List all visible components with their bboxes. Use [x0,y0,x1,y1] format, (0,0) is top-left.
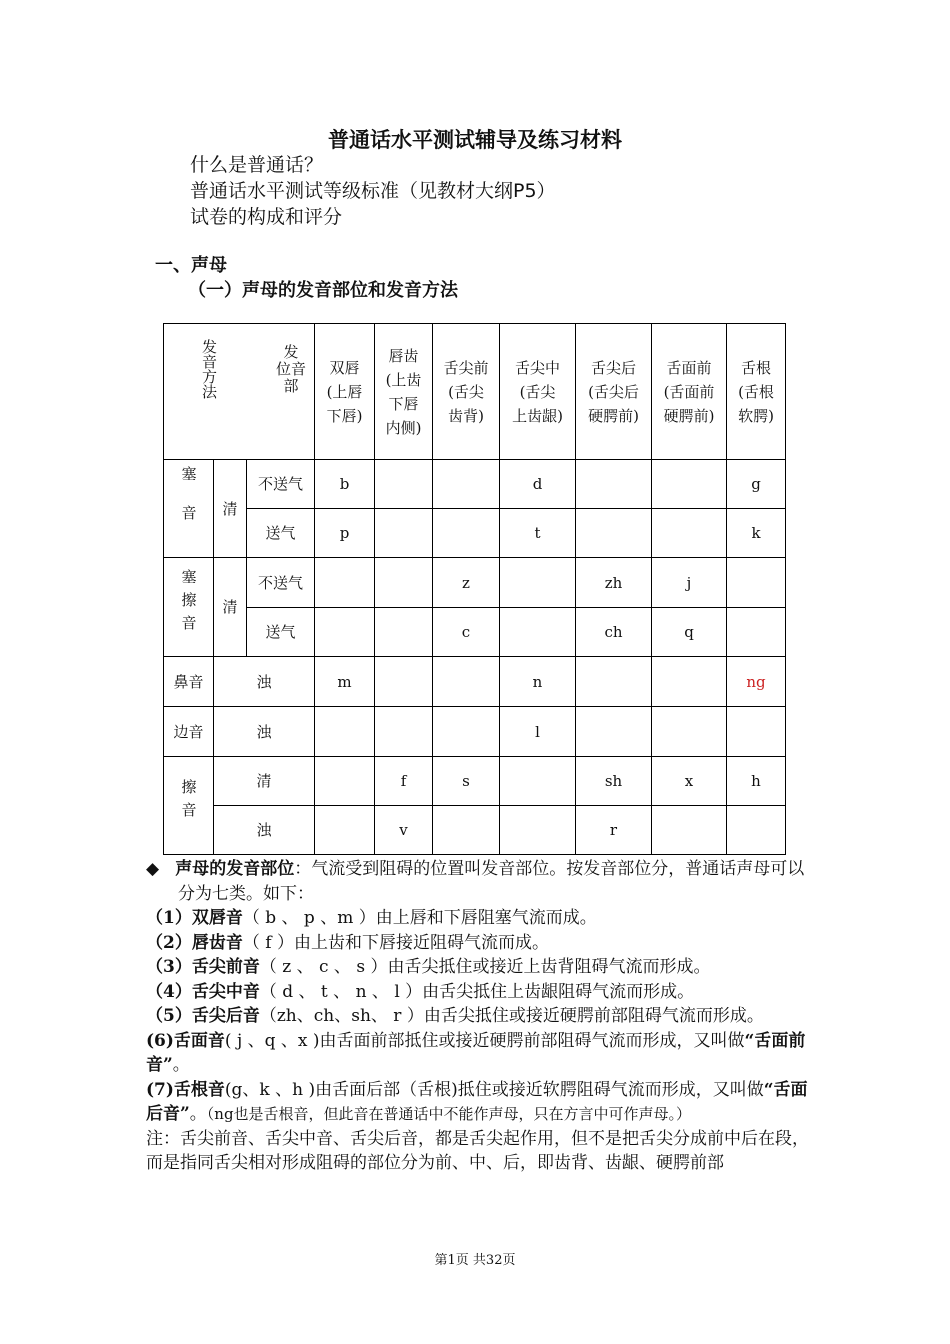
initial-cell [576,509,652,558]
table-row [164,806,786,855]
initial-cell [576,707,652,757]
table-row [164,657,786,707]
initial-cell: r [576,806,652,855]
initial-cell: k [727,509,786,558]
initial-cell: h [727,757,786,806]
initial-cell [500,608,576,657]
initial-cell [375,509,433,558]
table-row [164,460,786,509]
initial-cell: q [652,608,727,657]
initial-cell [727,608,786,657]
initial-cell: l [500,707,576,757]
initial-cell [433,509,500,558]
manner-lateral: 边音 [164,707,214,757]
initial-cell [500,806,576,855]
initial-cell [727,558,786,608]
subsection-heading: （一）声母的发音部位和发音方法 [188,280,458,301]
initial-cell: t [500,509,576,558]
initial-cell: zh [576,558,652,608]
initial-cell [315,707,375,757]
initial-cell [652,806,727,855]
initial-cell: j [652,558,727,608]
note-paragraph: 注：舌尖前音、舌尖中音、舌尖后音，都是舌尖起作用，但不是把舌尖分成前中后在段，而是指同舌尖相对形成阻碍的部位分为前、中、后，即齿背、齿龈、硬腭前部 [146,1128,809,1173]
initial-cell: f [375,757,433,806]
corner-method-label: 发音方法 [200,339,218,399]
voicing-cell: 浊 [214,657,315,707]
initial-cell: m [315,657,375,707]
initial-cell [500,558,576,608]
table-row [164,509,786,558]
initial-cell: z [433,558,500,608]
place-header-velar: 舌根 (舌根 软腭) [727,324,786,460]
manner-fricative: 擦音 [164,757,214,855]
initial-cell [315,806,375,855]
initial-cell: ch [576,608,652,657]
page-footer: 第1页 共32页 [434,1253,516,1268]
initial-cell [652,509,727,558]
intro-line-3: 试卷的构成和评分 [190,206,343,228]
place-header-labiodental: 唇齿 (上齿 下唇 内侧) [375,324,433,460]
initial-cell [576,657,652,707]
section-heading: 一、声母 [155,255,227,276]
initial-cell-ng: ng [727,657,786,707]
corner-place-line: 位音 [275,360,306,378]
intro-line-2: 普通话水平测试等级标准（见教材大纲P5） [190,180,556,202]
initial-cell [433,657,500,707]
initial-cell [375,608,433,657]
bullet-icon: ◆ [146,859,160,879]
page-title: 普通话水平测试辅导及练习材料 [328,128,622,152]
initial-cell: sh [576,757,652,806]
initial-cell: g [727,460,786,509]
corner-place-label [276,344,306,395]
manner-nasal: 鼻音 [164,657,214,707]
aspiration-cell: 送气 [247,608,315,657]
place-header-palatal: 舌面前 (舌面前 硬腭前) [652,324,727,460]
initial-cell [375,558,433,608]
place-header-bilabial: 双唇 (上唇 下唇) [315,324,375,460]
initial-cell [727,806,786,855]
manner-affricate: 塞擦音 [164,558,214,657]
initial-cell: s [433,757,500,806]
list-item: （2）唇齿音（ f ）由上齿和下唇接近阻碍气流而成。 [146,932,549,953]
place-header-retroflex: 舌尖后 (舌尖后 硬腭前) [576,324,652,460]
aspiration-cell: 送气 [247,509,315,558]
initial-cell [315,608,375,657]
table-row [164,558,786,608]
initial-cell: x [652,757,727,806]
manner-stop: 塞音 [164,460,214,558]
paragraph [146,857,810,906]
initial-cell [652,707,727,757]
voicing-cell: 浊 [214,707,315,757]
aspiration-cell: 不送气 [247,558,315,608]
place-header-alveolar-mid: 舌尖中 (舌尖 上齿龈) [500,324,576,460]
initial-cell: n [500,657,576,707]
initial-cell [315,558,375,608]
initial-cell [727,707,786,757]
list-item: （4）舌尖中音（ d 、 t 、 n 、 l ）由舌尖抵住上齿龈阻碍气流而形成。 [146,981,695,1002]
initial-cell: p [315,509,375,558]
initial-cell [500,757,576,806]
intro-line-1: 什么是普通话？ [190,154,324,176]
list-item: （5）舌尖后音（zh、ch、sh、 r ）由舌尖抵住或接近硬腭前部阻碍气流而形成。 [146,1006,764,1026]
voicing-cell: 清 [214,757,315,806]
initial-cell: c [433,608,500,657]
list-item: (7)舌根音(g、k 、h )由舌面后部（舌根)抵住或接近软腭阻碍气流而形成，又叫做“舌面后音”。（ng也是舌根音，但此音在普通话中不能作声母，只在方言中可作声母。） [146,1079,808,1124]
initial-cell: v [375,806,433,855]
initial-cell: b [315,460,375,509]
corner-place-line: 发 [283,343,299,361]
initial-cell [375,657,433,707]
initial-cell: d [500,460,576,509]
initial-cell [576,460,652,509]
table-row [164,707,786,757]
initial-cell [433,707,500,757]
place-header-alveolar-front: 舌尖前 (舌尖 齿背) [433,324,500,460]
list-item: （1）双唇音（ b 、 p 、m ）由上唇和下唇阻塞气流而成。 [146,908,597,928]
initial-cell [652,657,727,707]
initial-cell [652,460,727,509]
aspiration-cell: 不送气 [247,460,315,509]
term: 声母的发音部位 [175,859,295,879]
initials-table [163,323,786,855]
initial-cell [433,806,500,855]
voicing-cell: 浊 [214,806,315,855]
list-item: (6)舌面音( j 、q 、x )由舌面前部抵住或接近硬腭前部阻碍气流而形成，又叫做“舌面前音”。 [146,1030,806,1075]
table-row [164,757,786,806]
body-text [146,857,810,1176]
initial-cell [315,757,375,806]
initial-cell [375,707,433,757]
table-corner-header [164,324,315,460]
table-row [164,608,786,657]
corner-place-line: 部 [283,377,299,395]
list-item: （3）舌尖前音（ z 、 c 、 s ）由舌尖抵住或接近上齿背阻碍气流而形成。 [146,957,711,977]
initial-cell [433,460,500,509]
voicing-cell: 清 [214,460,247,558]
paragraph-text: ：气流受到阻碍的位置叫发音部位。按发音部位分，普通话声母可以分为七类。如下： [178,859,805,904]
voicing-cell: 清 [214,558,247,657]
initial-cell [375,460,433,509]
